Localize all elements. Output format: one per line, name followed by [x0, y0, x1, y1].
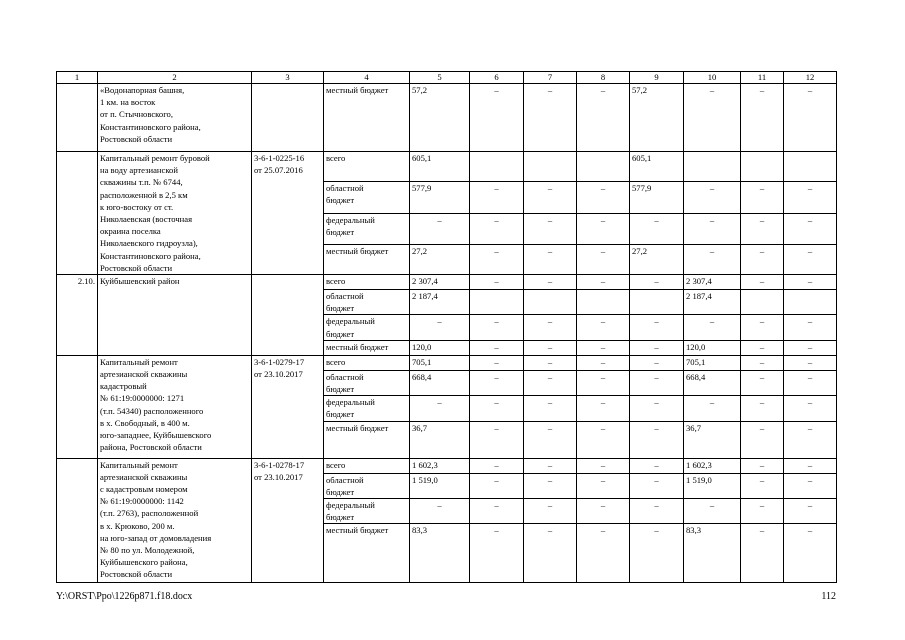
- contract-cell: [252, 275, 324, 356]
- value-cell: –: [741, 315, 784, 340]
- value-cell: –: [524, 499, 577, 524]
- value-cell: –: [524, 181, 577, 213]
- value-cell: 1 519,0: [684, 473, 741, 498]
- value-cell: 577,9: [630, 181, 684, 213]
- page-number: 112: [821, 591, 836, 602]
- value-cell: –: [630, 275, 684, 290]
- value-cell: 605,1: [630, 152, 684, 182]
- value-cell: –: [524, 421, 577, 458]
- value-cell: –: [630, 421, 684, 458]
- value-cell: –: [524, 245, 577, 275]
- value-cell: –: [741, 245, 784, 275]
- value-cell: –: [470, 396, 524, 421]
- value-cell: –: [524, 275, 577, 290]
- value-cell: –: [524, 340, 577, 355]
- table-row: [57, 152, 837, 182]
- value-cell: –: [741, 458, 784, 473]
- funding-source-cell: федеральный бюджет: [324, 499, 410, 524]
- value-cell: –: [577, 315, 630, 340]
- funding-source-cell: областной бюджет: [324, 181, 410, 213]
- value-cell: –: [524, 524, 577, 583]
- value-cell: –: [524, 396, 577, 421]
- value-cell: –: [577, 396, 630, 421]
- funding-source-cell: областной бюджет: [324, 290, 410, 315]
- funding-source-cell: всего: [324, 355, 410, 370]
- column-number: 1: [57, 72, 98, 84]
- contract-cell: [252, 84, 324, 152]
- value-cell: –: [784, 213, 837, 245]
- value-cell: –: [524, 458, 577, 473]
- value-cell: –: [684, 84, 741, 152]
- column-number: 10: [684, 72, 741, 84]
- value-cell: 83,3: [684, 524, 741, 583]
- funding-source-cell: областной бюджет: [324, 473, 410, 498]
- value-cell: –: [470, 84, 524, 152]
- value-cell: [741, 152, 784, 182]
- value-cell: –: [577, 275, 630, 290]
- column-number: 4: [324, 72, 410, 84]
- value-cell: –: [684, 499, 741, 524]
- value-cell: –: [784, 84, 837, 152]
- contract-cell: 3-6-1-0225-16 от 25.07.2016: [252, 152, 324, 275]
- value-cell: –: [410, 213, 470, 245]
- value-cell: 705,1: [410, 355, 470, 370]
- value-cell: 2 187,4: [684, 290, 741, 315]
- value-cell: 1 602,3: [684, 458, 741, 473]
- contract-cell: 3-6-1-0279-17 от 23.10.2017: [252, 355, 324, 458]
- table-row: [57, 84, 837, 152]
- value-cell: –: [784, 473, 837, 498]
- value-cell: –: [577, 473, 630, 498]
- value-cell: –: [470, 524, 524, 583]
- value-cell: –: [741, 524, 784, 583]
- value-cell: –: [784, 245, 837, 275]
- value-cell: –: [630, 315, 684, 340]
- value-cell: –: [630, 524, 684, 583]
- value-cell: –: [741, 370, 784, 395]
- value-cell: 27,2: [410, 245, 470, 275]
- object-name-cell: Капитальный ремонт буровой на воду артезианской скважины т.п. № 6744, расположенной в 2,5 км к юго-востоку от ст. Николаевская (восточная окраина поселка Николаевского гидроузла), Константиновского района, Ростовской области: [98, 152, 252, 275]
- funding-source-cell: местный бюджет: [324, 524, 410, 583]
- value-cell: –: [410, 499, 470, 524]
- funding-source-cell: федеральный бюджет: [324, 396, 410, 421]
- column-number: 7: [524, 72, 577, 84]
- funding-source-cell: областной бюджет: [324, 370, 410, 395]
- funding-source-cell: местный бюджет: [324, 421, 410, 458]
- column-number: 2: [98, 72, 252, 84]
- value-cell: –: [470, 421, 524, 458]
- value-cell: –: [684, 315, 741, 340]
- value-cell: 83,3: [410, 524, 470, 583]
- value-cell: –: [524, 370, 577, 395]
- object-name-cell: Куйбышевский район: [98, 275, 252, 356]
- value-cell: [524, 290, 577, 315]
- value-cell: 57,2: [410, 84, 470, 152]
- value-cell: –: [577, 355, 630, 370]
- funding-source-cell: местный бюджет: [324, 245, 410, 275]
- value-cell: –: [470, 245, 524, 275]
- object-name-cell: Капитальный ремонт артезианской скважины кадастровый № 61:19:0000000: 1271 (т.п. 54340) расположенного в х. Свободный, в 400 м. юго-западнее, Куйбышевского района, Ростовской области: [98, 355, 252, 458]
- value-cell: –: [410, 315, 470, 340]
- budget-table: [56, 71, 837, 583]
- funding-source-cell: федеральный бюджет: [324, 213, 410, 245]
- value-cell: –: [410, 396, 470, 421]
- value-cell: [577, 290, 630, 315]
- value-cell: –: [784, 396, 837, 421]
- column-number: 5: [410, 72, 470, 84]
- value-cell: –: [577, 213, 630, 245]
- value-cell: 668,4: [684, 370, 741, 395]
- value-cell: –: [630, 396, 684, 421]
- value-cell: 2 307,4: [684, 275, 741, 290]
- value-cell: [684, 152, 741, 182]
- value-cell: –: [470, 473, 524, 498]
- value-cell: 120,0: [684, 340, 741, 355]
- value-cell: –: [577, 245, 630, 275]
- value-cell: 27,2: [630, 245, 684, 275]
- row-number-cell: [57, 355, 98, 458]
- value-cell: –: [741, 213, 784, 245]
- value-cell: 2 307,4: [410, 275, 470, 290]
- table-row: [57, 275, 837, 290]
- value-cell: –: [577, 421, 630, 458]
- value-cell: –: [784, 421, 837, 458]
- row-number-cell: [57, 152, 98, 275]
- value-cell: 120,0: [410, 340, 470, 355]
- value-cell: –: [784, 181, 837, 213]
- object-name-cell: «Водонапорная башня, 1 км. на восток от п. Стычновского, Константиновского района, Ростовской области: [98, 84, 252, 152]
- value-cell: –: [784, 340, 837, 355]
- value-cell: –: [524, 213, 577, 245]
- value-cell: –: [684, 245, 741, 275]
- column-number: 6: [470, 72, 524, 84]
- value-cell: –: [577, 370, 630, 395]
- value-cell: –: [524, 84, 577, 152]
- value-cell: 577,9: [410, 181, 470, 213]
- value-cell: –: [524, 473, 577, 498]
- value-cell: 605,1: [410, 152, 470, 182]
- value-cell: –: [577, 524, 630, 583]
- value-cell: –: [577, 340, 630, 355]
- value-cell: –: [630, 213, 684, 245]
- value-cell: –: [470, 458, 524, 473]
- value-cell: 1 602,3: [410, 458, 470, 473]
- value-cell: –: [784, 458, 837, 473]
- value-cell: –: [630, 355, 684, 370]
- value-cell: –: [630, 473, 684, 498]
- value-cell: [741, 290, 784, 315]
- value-cell: –: [470, 275, 524, 290]
- value-cell: –: [577, 499, 630, 524]
- column-number: 3: [252, 72, 324, 84]
- value-cell: –: [630, 499, 684, 524]
- row-number-cell: 2.10.: [57, 275, 98, 356]
- value-cell: –: [784, 499, 837, 524]
- funding-source-cell: всего: [324, 458, 410, 473]
- value-cell: –: [741, 396, 784, 421]
- funding-source-cell: местный бюджет: [324, 84, 410, 152]
- value-cell: –: [741, 473, 784, 498]
- value-cell: [784, 152, 837, 182]
- value-cell: –: [630, 370, 684, 395]
- value-cell: [784, 290, 837, 315]
- value-cell: 668,4: [410, 370, 470, 395]
- value-cell: –: [470, 315, 524, 340]
- value-cell: –: [577, 458, 630, 473]
- value-cell: 2 187,4: [410, 290, 470, 315]
- value-cell: –: [470, 499, 524, 524]
- value-cell: –: [741, 421, 784, 458]
- value-cell: [470, 290, 524, 315]
- funding-source-cell: всего: [324, 275, 410, 290]
- table-row: [57, 458, 837, 473]
- value-cell: –: [784, 370, 837, 395]
- value-cell: –: [784, 355, 837, 370]
- value-cell: –: [470, 181, 524, 213]
- column-number: 8: [577, 72, 630, 84]
- value-cell: 36,7: [410, 421, 470, 458]
- value-cell: –: [741, 181, 784, 213]
- value-cell: –: [524, 355, 577, 370]
- value-cell: –: [741, 84, 784, 152]
- row-number-cell: [57, 458, 98, 583]
- value-cell: –: [470, 370, 524, 395]
- value-cell: –: [630, 340, 684, 355]
- value-cell: –: [470, 355, 524, 370]
- value-cell: –: [577, 181, 630, 213]
- value-cell: [470, 152, 524, 182]
- column-number: 12: [784, 72, 837, 84]
- value-cell: [524, 152, 577, 182]
- value-cell: –: [470, 340, 524, 355]
- object-name-cell: Капитальный ремонт артезианской скважины с кадастровым номером № 61:19:0000000: 1142 (т.п. 2763), расположенной в х. Крюково, 200 м. на юго-запад от домовладения № 80 по ул. Молодежной, Куйбышевского района, Ростовской области: [98, 458, 252, 583]
- value-cell: 57,2: [630, 84, 684, 152]
- value-cell: –: [784, 315, 837, 340]
- table-row: [57, 355, 837, 370]
- column-number: 9: [630, 72, 684, 84]
- column-number: 11: [741, 72, 784, 84]
- value-cell: –: [630, 458, 684, 473]
- value-cell: –: [684, 213, 741, 245]
- value-cell: –: [684, 396, 741, 421]
- value-cell: –: [684, 181, 741, 213]
- row-number-cell: [57, 84, 98, 152]
- value-cell: 1 519,0: [410, 473, 470, 498]
- value-cell: 705,1: [684, 355, 741, 370]
- value-cell: [630, 290, 684, 315]
- value-cell: [577, 152, 630, 182]
- value-cell: –: [784, 524, 837, 583]
- funding-source-cell: местный бюджет: [324, 340, 410, 355]
- value-cell: –: [577, 84, 630, 152]
- value-cell: –: [741, 499, 784, 524]
- funding-source-cell: всего: [324, 152, 410, 182]
- column-number-row: [57, 72, 837, 84]
- value-cell: –: [524, 315, 577, 340]
- contract-cell: 3-6-1-0278-17 от 23.10.2017: [252, 458, 324, 583]
- value-cell: –: [470, 213, 524, 245]
- value-cell: –: [784, 275, 837, 290]
- value-cell: –: [741, 355, 784, 370]
- value-cell: –: [741, 340, 784, 355]
- value-cell: –: [741, 275, 784, 290]
- footer-file-path: Y:\ORST\Ppo\1226p871.f18.docx: [56, 591, 193, 602]
- funding-source-cell: федеральный бюджет: [324, 315, 410, 340]
- value-cell: 36,7: [684, 421, 741, 458]
